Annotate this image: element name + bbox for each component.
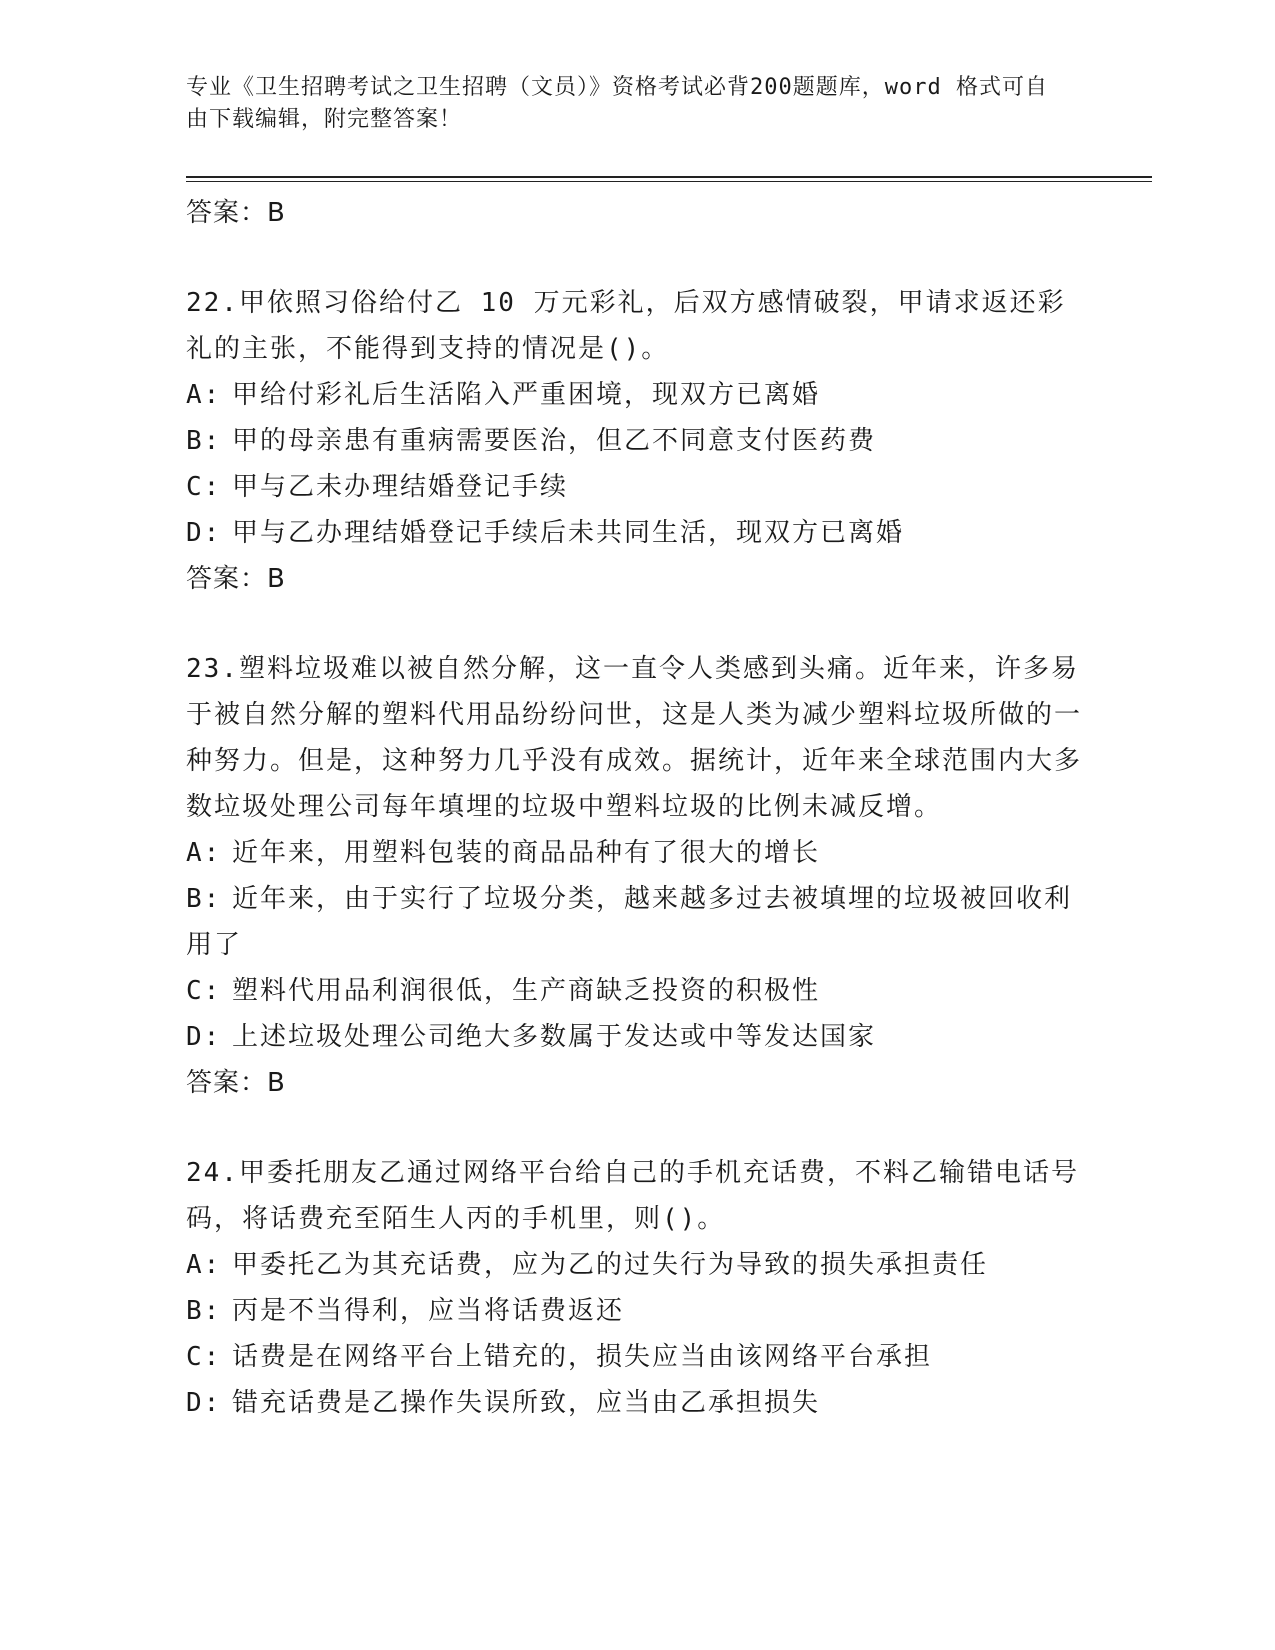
option-letter: C: <box>186 1342 222 1372</box>
option-a <box>186 1242 1086 1288</box>
option-letter: D: <box>186 518 222 548</box>
option-text: 塑料代用品利润很低，生产商缺乏投资的积极性 <box>232 976 821 1006</box>
option-text: 甲与乙未办理结婚登记手续 <box>232 472 569 502</box>
option-text: 话费是在网络平台上错充的，损失应当由该网络平台承担 <box>232 1342 933 1372</box>
question-23 <box>186 646 1086 1106</box>
option-letter: D: <box>186 1022 222 1052</box>
option-letter: A: <box>186 1250 222 1280</box>
question-stem: 23.塑料垃圾难以被自然分解，这一直令人类感到头痛。近年来，许多易于被自然分解的塑料代用品纷纷问世，这是人类为减少塑料垃圾所做的一种努力。但是，这种努力几乎没有成效。据统计，近年来全球范围内大多数垃圾处理公司每年填埋的垃圾中塑料垃圾的比例未减反增。 <box>186 654 1083 822</box>
option-text: 上述垃圾处理公司绝大多数属于发达或中等发达国家 <box>232 1022 877 1052</box>
question-stem: 24.甲委托朋友乙通过网络平台给自己的手机充话费，不料乙输错电话号码，将话费充至陌生人丙的手机里，则()。 <box>186 1158 1079 1234</box>
option-text: 近年来，由于实行了垃圾分类，越来越多过去被填埋的垃圾被回收利用了 <box>186 884 1073 960</box>
option-d <box>186 510 1086 556</box>
option-text: 错充话费是乙操作失误所致，应当由乙承担损失 <box>232 1388 821 1418</box>
option-text: 甲委托乙为其充话费，应为乙的过失行为导致的损失承担责任 <box>232 1250 989 1280</box>
option-letter: B: <box>186 426 222 456</box>
option-text: 甲与乙办理结婚登记手续后未共同生活，现双方已离婚 <box>232 518 905 548</box>
header-rule-thick <box>186 176 1152 178</box>
option-b <box>186 1288 1086 1334</box>
option-letter: C: <box>186 472 222 502</box>
option-text: 甲的母亲患有重病需要医治，但乙不同意支付医药费 <box>232 426 877 456</box>
option-letter: D: <box>186 1388 222 1418</box>
answer-line: 答案：B <box>186 1068 286 1098</box>
option-text: 丙是不当得利，应当将话费返还 <box>232 1296 625 1326</box>
question-22 <box>186 280 1086 602</box>
header-rule-thin <box>186 181 1152 182</box>
option-d <box>186 1014 1086 1060</box>
option-c <box>186 464 1086 510</box>
option-letter: B: <box>186 1296 222 1326</box>
question-24 <box>186 1150 1086 1426</box>
option-letter: A: <box>186 838 222 868</box>
answer-line: 答案：B <box>186 198 286 228</box>
option-text: 甲给付彩礼后生活陷入严重困境，现双方已离婚 <box>232 380 821 410</box>
option-letter: A: <box>186 380 222 410</box>
option-b <box>186 876 1086 968</box>
option-c <box>186 1334 1086 1380</box>
option-a <box>186 830 1086 876</box>
option-letter: B: <box>186 884 222 914</box>
option-a <box>186 372 1086 418</box>
question-list <box>186 190 1086 1426</box>
question-stem: 22.甲依照习俗给付乙 10 万元彩礼，后双方感情破裂，甲请求返还彩礼的主张，不能得到支持的情况是()。 <box>186 288 1066 364</box>
document-header: 专业《卫生招聘考试之卫生招聘（文员）》资格考试必背200题题库，word 格式可自由下载编辑，附完整答案！ <box>186 75 1048 132</box>
option-b <box>186 418 1086 464</box>
option-letter: C: <box>186 976 222 1006</box>
answer-line: 答案：B <box>186 564 286 594</box>
option-d <box>186 1380 1086 1426</box>
option-c <box>186 968 1086 1014</box>
option-text: 近年来，用塑料包装的商品品种有了很大的增长 <box>232 838 821 868</box>
